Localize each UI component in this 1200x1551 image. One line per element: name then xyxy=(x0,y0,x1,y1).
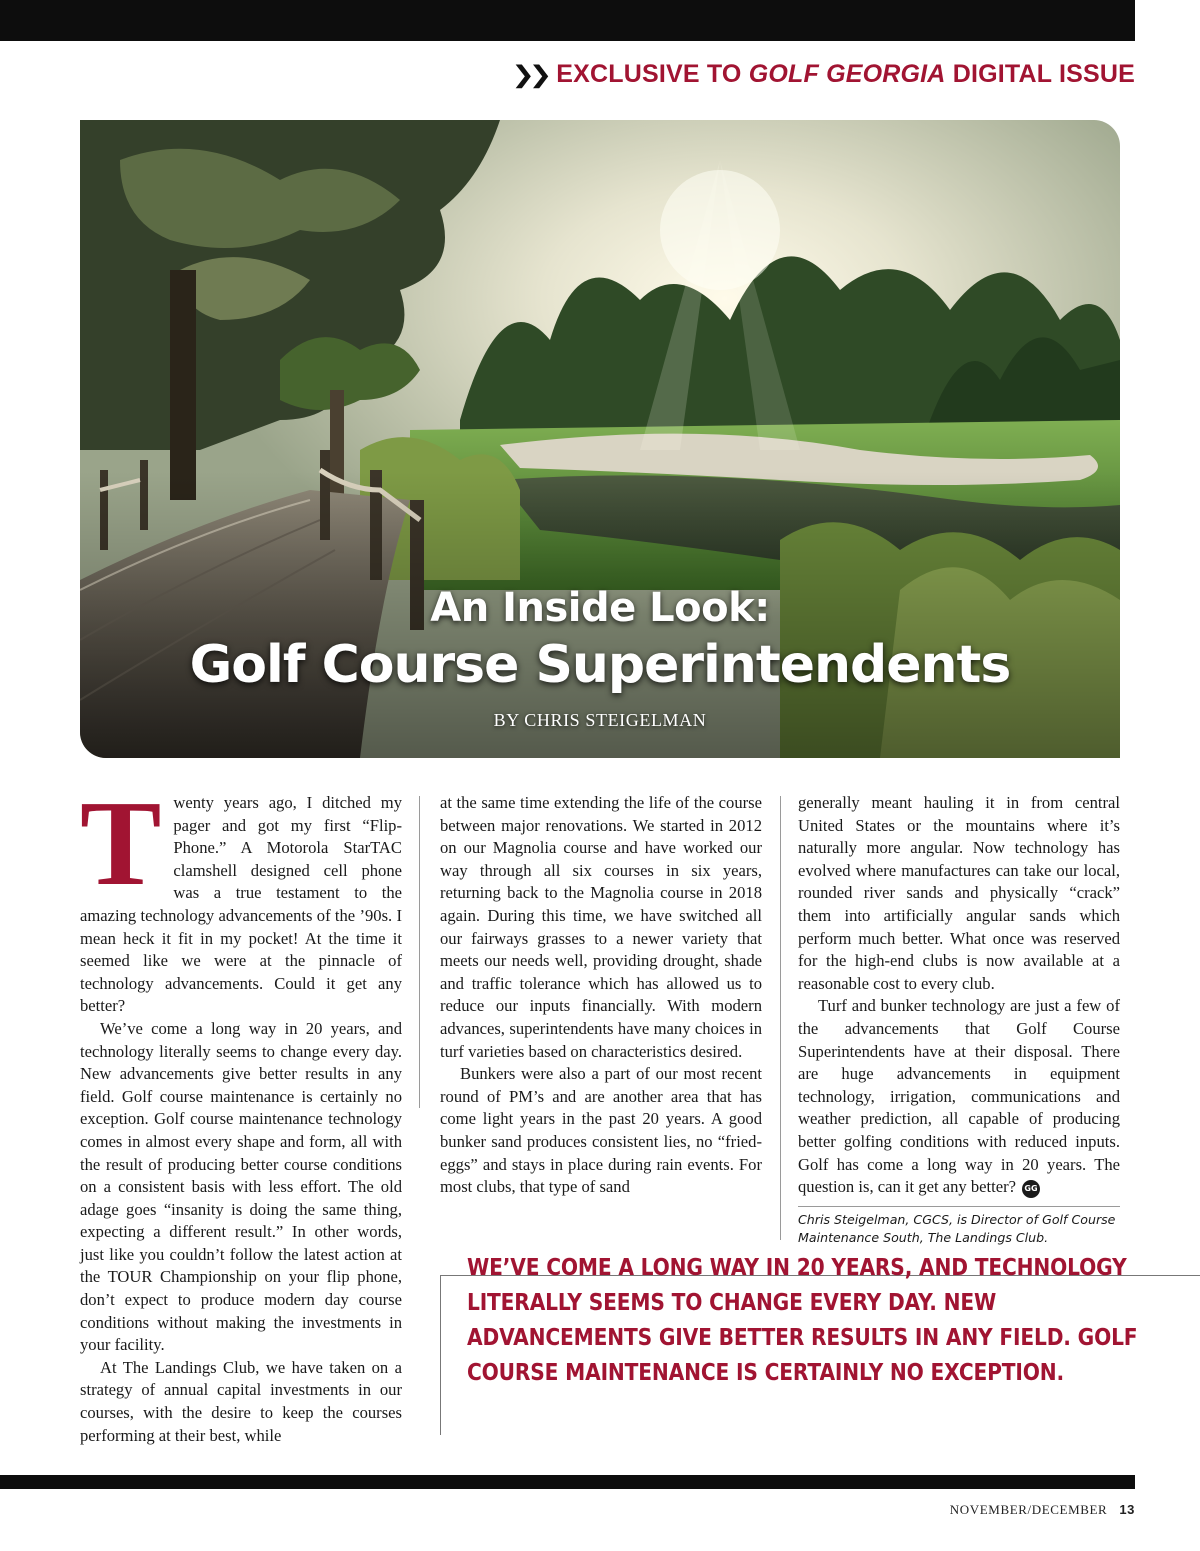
author-bio: Chris Steigelman, CGCS, is Director of Golf Course Maintenance South, The Landings Club. xyxy=(798,1212,1116,1245)
byline: BY CHRIS STEIGELMAN xyxy=(493,710,707,730)
exclusive-prefix: EXCLUSIVE TO xyxy=(556,59,742,88)
paragraph: We’ve come a long way in 20 years, and technology literally seems to change every day. New advancements give better results in any field. Golf course maintenance is certainly no exception. Golf course maintenance technology comes in almost every shape and form, all with the result of producing better course conditions on a consistent basis with less effort. The old adage goes “insanity is doing the same thing, expecting a different result.” In other words, just like you couldn’t follow the latest action at the TOUR Championship on your flip phone, don’t expect to produce modern day course conditions without making the investments in your facility. xyxy=(80,1018,402,1355)
top-bar xyxy=(0,0,1135,41)
paragraph: Bunkers were also a part of our most recent round of PM’s and are another area that has come light years in the past 20 years. A good bunker sand produces consistent lies, no “fried-eggs” and stays in place during rain events. For most clubs, that type of sand xyxy=(440,1064,762,1197)
column-divider xyxy=(419,796,420,1108)
exclusive-publication: GOLF GEORGIA xyxy=(748,59,946,88)
paragraph: generally meant hauling it in from central United States or the mountains where it’s naturally more angular. Now technology has evolved where manufactures can take our local, rounded river sands and physically “crack” them into artificially angular sands which perform much better. What once was reserved for the high-end clubs is now available at a reasonable cost to every club. xyxy=(798,793,1120,993)
issue-label: NOVEMBER/DECEMBER xyxy=(949,1502,1108,1517)
page-number: 13 xyxy=(1119,1502,1135,1517)
exclusive-banner xyxy=(511,56,1135,92)
pullquote-rule-left xyxy=(440,1275,441,1435)
column-divider xyxy=(780,796,781,1240)
body-column-3 xyxy=(798,792,1120,1199)
paragraph: At The Landings Club, we have taken on a strategy of annual capital investments in our courses, with the desire to keep the courses performing at their best, while xyxy=(80,1357,402,1445)
bottom-bar xyxy=(0,1475,1135,1489)
body-column-1 xyxy=(80,776,402,1447)
article-title-line-2: Golf Course Superintendents xyxy=(189,635,1011,695)
hero-image xyxy=(80,120,1120,758)
drop-cap: T xyxy=(80,776,162,911)
exclusive-suffix: DIGITAL ISSUE xyxy=(952,59,1135,88)
double-chevron-icon: ❯❯ xyxy=(511,60,547,88)
bio-divider xyxy=(798,1206,1120,1207)
body-column-2 xyxy=(440,792,762,1199)
end-mark-icon: GG xyxy=(1022,1180,1040,1198)
paragraph: wenty years ago, I ditched my pager and got my first “Flip-Phone.” A Motorola StarTAC clamshell designed cell phone was a true testament to the amazing technology advancements of the ’90s. I mean heck it fit in my pocket! At the time it seemed like we were at the pinnacle of technology advancements. Could it get any better? xyxy=(80,793,402,1016)
article-title-line-1: An Inside Look: xyxy=(430,585,770,631)
paragraph: at the same time extending the life of the course between major renovations. We started in 2012 on our Magnolia course and have worked our way through all six courses in six years, returning back to the Magnolia course in 2018 again. During this time, we have switched all our fairways grasses to a newer variety that meets our needs well, providing drought, shade and traffic tolerance which has allowed us to reduce our inputs financially. With modern advances, superintendents have many choices in turf varieties based on characteristics desired. xyxy=(440,793,762,1061)
paragraph-final xyxy=(798,995,1120,1198)
pullquote: WE’VE COME A LONG WAY IN 20 YEARS, AND TECHNOLOGY LITERALLY SEEMS TO CHANGE EVERY DAY. NEW ADVANCEMENTS GIVE BETTER RESULTS IN ANY FIELD. GOLF COURSE MAINTENANCE IS CERTAINLY NO EXCEPTION. xyxy=(467,1253,1138,1386)
paragraph-final-text: Turf and bunker technology are just a few of the advancements that Golf Course Superintendents have at their disposal. There are huge advancements in equipment technology, irrigation, communications and weather prediction, all capable of producing better golfing conditions with reduced inputs. Golf has come a long way in 20 years. The question is, can it get any better? xyxy=(798,996,1120,1197)
page-footer xyxy=(950,1502,1135,1518)
